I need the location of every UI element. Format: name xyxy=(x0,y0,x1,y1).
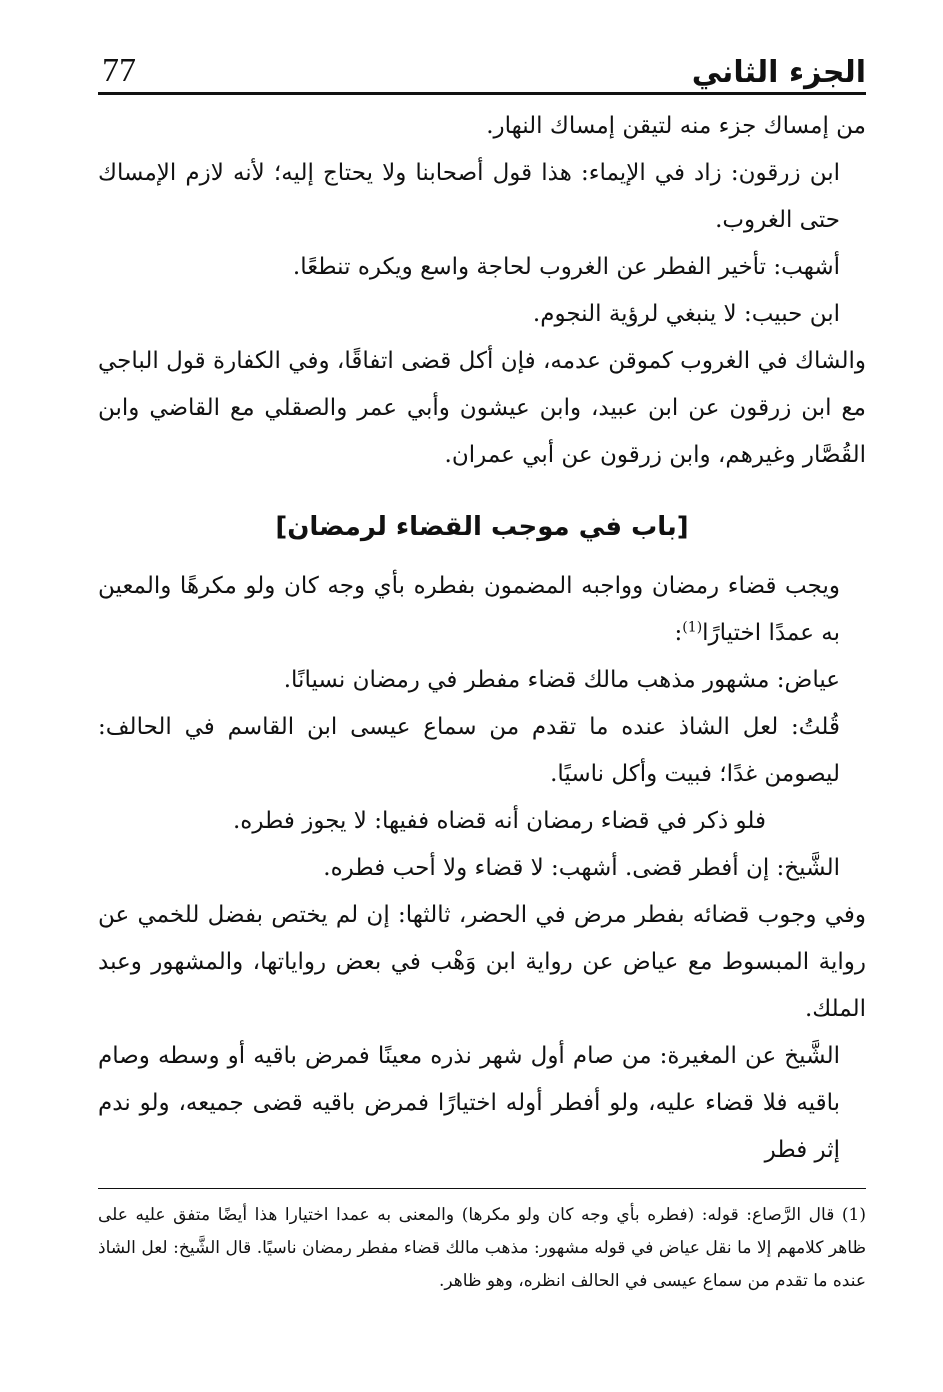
paragraph: الشَّيخ: إن أفطر قضى. أشهب: لا قضاء ولا أحب فطره. xyxy=(323,855,840,881)
paragraph: فلو ذكر في قضاء رمضان أنه قضاه ففيها: لا يجوز فطره. xyxy=(233,808,766,834)
paragraph: والشاك في الغروب كموقن عدمه، فإن أكل قضى اتفاقًا، وفي الكفارة قول الباجي مع ابن زرقون عن ابن عبيد، وابن عيشون وأبي عمر والصقلي مع القاضي وابن القُصَّار وغيرهم، وابن زرقون عن أبي عمران. xyxy=(98,348,866,468)
paragraph: وفي وجوب قضائه بفطر مرض في الحضر، ثالثها: إن لم يختص بفضل للخمي عن رواية المبسوط مع عياض عن رواية ابن وَهْب في بعض رواياتها، والمشهور وعبد الملك. xyxy=(98,902,866,1022)
volume-title: الجزء الثاني xyxy=(691,55,866,90)
footnote-ref: (1) xyxy=(682,619,703,636)
footnote: (1) قال الرَّصاع: قوله: (فطره بأي وجه كان ولو مكرها) والمعنى به عمدا اختيارا هذا أيضًا متفق عليه على ظاهر كلامهم إلا ما نقل عياض في قوله مشهور: مذهب مالك قضاء مفطر رمضان ناسيًا. قال الشَّيخ: لعل الشاذ عنده ما تقدم من سماع عيسى في الحالف انظره، وهو ظاهر. xyxy=(98,1205,866,1291)
main-text xyxy=(98,103,866,1174)
paragraph: قُلتُ: لعل الشاذ عنده ما تقدم من سماع عيسى ابن القاسم في الحالف: ليصومن غدًا؛ فبيت وأكل ناسيًا. xyxy=(98,714,840,787)
paragraph: ابن حبيب: لا ينبغي لرؤية النجوم. xyxy=(532,301,840,327)
section-intro xyxy=(98,563,866,657)
paragraph: من إمساك جزء منه لتيقن إمساك النهار. xyxy=(486,113,866,139)
paragraph: ابن زرقون: زاد في الإيماء: هذا قول أصحابنا ولا يحتاج إليه؛ لأنه لازم الإمساك حتى الغروب. xyxy=(98,160,840,233)
section-heading: [باب في موجب القضاء لرمضان] xyxy=(275,512,689,542)
paragraph: عياض: مشهور مذهب مالك قضاء مفطر في رمضان نسيانًا. xyxy=(283,667,840,693)
paragraph: الشَّيخ عن المغيرة: من صام أول شهر نذره معينًا فمرض باقيه أو وسطه وصام باقيه فلا قضاء عليه، ولو أفطر أوله اختيارًا فمرض باقيه قضى جميعه، ولو ندم إثر فطر xyxy=(98,1043,840,1163)
book-page xyxy=(98,30,866,1370)
section-intro-end: : xyxy=(674,620,683,646)
page-header xyxy=(98,30,866,95)
section-intro-text: ويجب قضاء رمضان وواجبه المضمون بفطره بأي وجه كان ولو مكرهًا والمعين به عمدًا اختيارًا xyxy=(98,573,840,646)
paragraph: أشهب: تأخير الفطر عن الغروب لحاجة واسع ويكره تنطعًا. xyxy=(292,254,840,280)
footnotes xyxy=(98,1199,866,1298)
footnote-separator xyxy=(98,1188,866,1189)
page-number: 77 xyxy=(102,52,136,89)
